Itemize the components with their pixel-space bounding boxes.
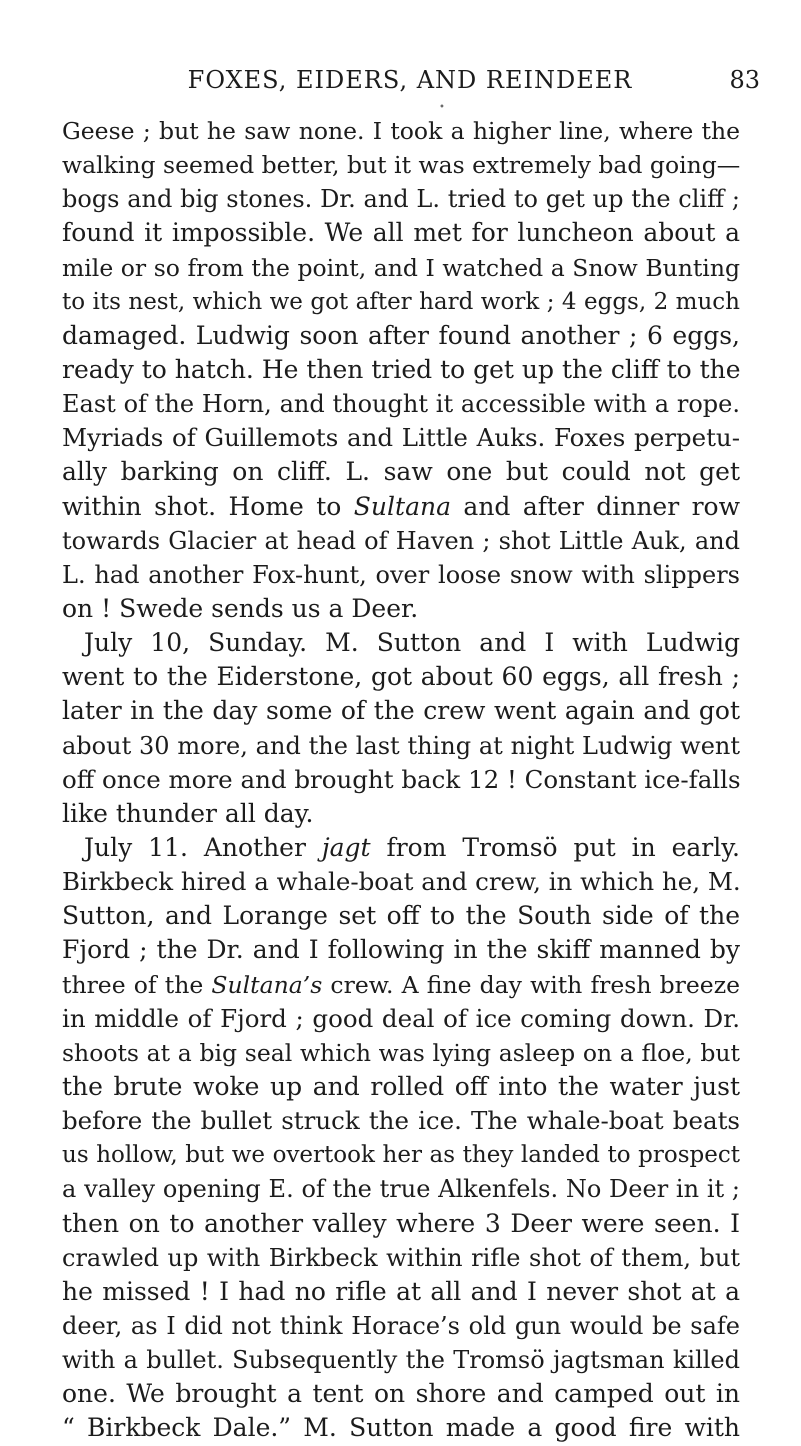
text-line [62,490,740,524]
text-line: shoots at a big seal which was lying asleep on a floe, but [62,1038,740,1067]
text-line: with a bullet. Subsequently the Tromsö jagtsman killed [62,1346,740,1375]
italic-run: Sultana’s [211,970,323,999]
body-text [62,114,740,1445]
text-line: damaged. Ludwig soon after found another ; 6 eggs, [62,320,740,350]
text-line: off once more and brought back 12 ! Constant ice-falls [62,764,741,794]
text-line: mile or so from the point, and I watched a Snow Bunting [62,253,740,282]
text-line [62,831,740,865]
text-line: before the bullet struck the ice. The whale-boat beats [62,1106,740,1136]
text-line: about 30 more, and the last thing at night Ludwig went [62,731,740,760]
text-line: ally barking on cliff. L. saw one but could not get [62,457,740,487]
running-head: FOXES, EIDERS, AND REINDEER [187,66,633,94]
page-number: 83 [729,66,760,94]
text-line: Birkbeck hired a whale-boat and crew, in which he, M. [62,867,741,897]
text-line: in middle of Fjord ; good deal of ice coming down. Dr. [62,1003,740,1033]
text-run: three of the [62,970,212,999]
text-line: Geese ; but he saw none. I took a higher line, where the [62,117,740,145]
ink-speck: • [439,102,445,113]
text-line: later in the day some of the crew went again and got [62,696,740,726]
text-line: deer, as I did not think Horace’s old gun would be safe [62,1311,740,1340]
text-line: ready to hatch. He then tried to get up the cliff to the [62,354,741,384]
text-line: one. We brought a tent on shore and camped out in [62,1379,740,1409]
text-line: walking seemed better, but it was extremely bad going— [62,151,741,180]
text-line [62,968,740,1002]
text-line: us hollow, but we overtook her as they landed to prospect [62,1142,740,1169]
text-line: July 10, Sunday. M. Sutton and I with Ludwig [84,628,740,658]
text-line: to its nest, which we got after hard work ; 4 eggs, 2 much [62,288,740,315]
text-line: like thunder all day. [62,798,314,828]
text-line: “ Birkbeck Dale.” M. Sutton made a good fire with [62,1413,740,1443]
text-run: within shot. Home to [62,491,354,521]
text-run: crew. A fine day with fresh breeze [322,970,741,999]
text-line: Sutton, and Lorange set off to the South side of the [62,901,740,931]
text-line: bogs and big stones. Dr. and L. tried to get up the cliff ; [62,185,740,214]
text-run: from Tromsö put in early. [370,832,740,862]
text-line: Myriads of Guillemots and Little Auks. Foxes perpetu- [62,423,740,453]
text-line: on ! Swede sends us a Deer. [62,593,419,623]
text-line: crawled up with Birkbeck within rifle shot of them, but [62,1243,740,1272]
text-line: he missed ! I had no rifle at all and I never shot at a [62,1276,740,1306]
text-line: a valley opening E. of the true Alkenfels. No Deer in it ; [62,1175,740,1204]
text-line: towards Glacier at head of Haven ; shot Little Auk, and [62,526,740,555]
italic-run: jagt [321,832,371,862]
text-line: found it impossible. We all met for luncheon about a [62,218,740,248]
text-line: then on to another valley where 3 Deer were seen. I [62,1208,740,1238]
text-run: and after dinner row [450,491,741,521]
italic-run: Sultana [353,491,451,521]
text-line: East of the Horn, and thought it accessible with a rope. [62,390,740,419]
text-line: the brute woke up and rolled off into the water just [62,1071,740,1101]
text-line: L. had another Fox-hunt, over loose snow with slippers [62,560,740,589]
text-line: Fjord ; the Dr. and I following in the skiff manned by [62,935,740,965]
text-run: July 11. Another [84,832,322,862]
text-line: went to the Eiderstone, got about 60 eggs, all fresh ; [62,662,740,692]
